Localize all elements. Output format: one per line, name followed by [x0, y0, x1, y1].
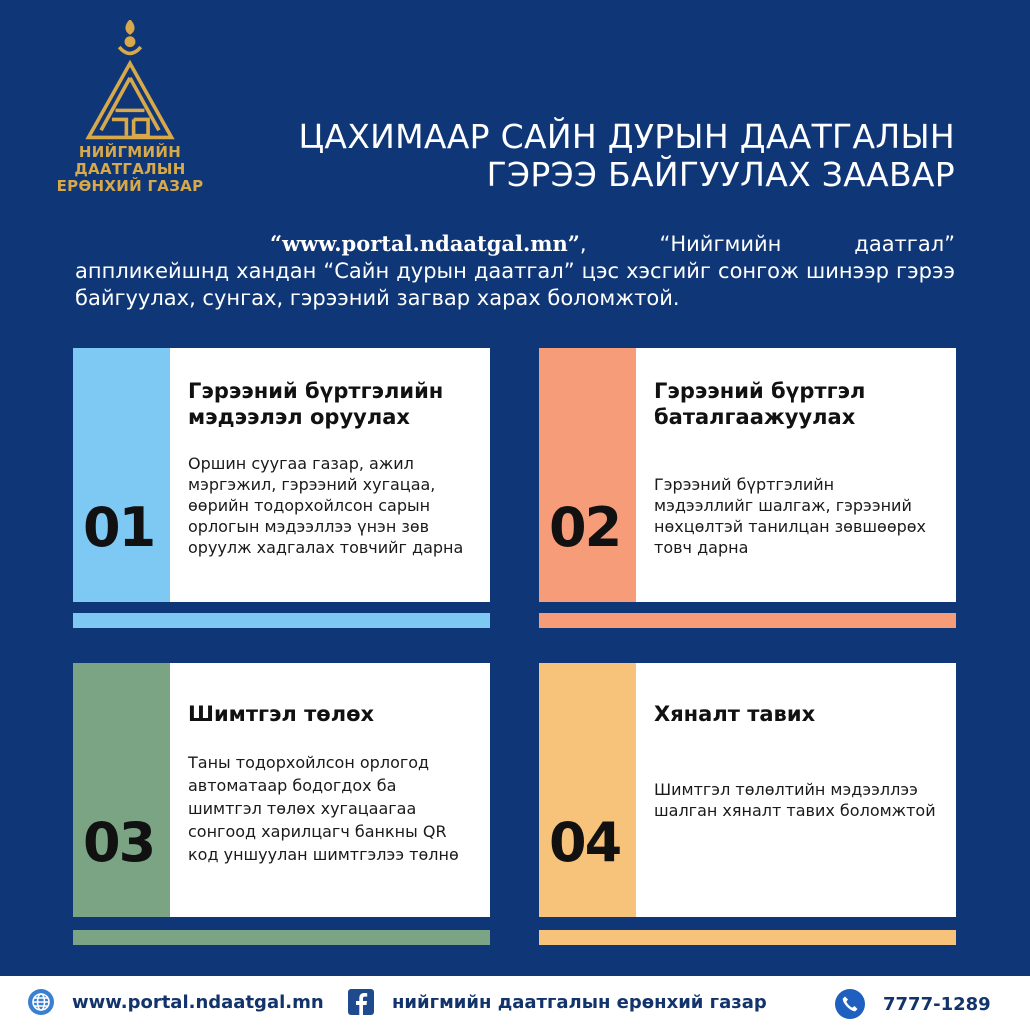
step-number: 04: [549, 811, 621, 874]
step-heading: Хяналт тавих: [654, 702, 816, 726]
step-stripe: [73, 663, 170, 917]
logo: [30, 20, 230, 195]
facebook-icon: [348, 989, 374, 1015]
emblem-icon: [70, 20, 190, 142]
step-number: 03: [83, 811, 155, 874]
logo-text: [30, 144, 230, 195]
step-description: Таны тодорхойлсон орлогод автоматаар бодогдох ба шимтгэл төлөх хугацаагаа сонгоод харилцагч банкны QR код уншуулан шимтгэлээ төлнө: [188, 753, 459, 864]
footer-website-text[interactable]: www.portal.ndaatgal.mn: [72, 991, 324, 1013]
step-number: 01: [83, 496, 155, 559]
step-stripe: [539, 663, 636, 917]
step-card-4: [539, 663, 956, 917]
step-description: Шимтгэл төлөлтийн мэдээллээ шалган хяналт тавих боломжтой: [654, 780, 936, 820]
intro-text: [75, 230, 955, 312]
step-stripe: [73, 348, 170, 602]
step-heading: Гэрээний бүртгэлийн мэдээлэл оруулах: [188, 379, 444, 429]
footer-website[interactable]: [28, 989, 324, 1015]
logo-line-1: НИЙГМИЙН ДААТГАЛЫН: [74, 143, 186, 178]
intro-url[interactable]: “www.portal.ndaatgal.mn”: [270, 231, 580, 256]
logo-line-2: ЕРӨНХИЙ ГАЗАР: [56, 177, 204, 195]
step-heading: Гэрээний бүртгэл баталгаажуулах: [654, 379, 866, 429]
footer-facebook-text[interactable]: нийгмийн даатгалын ерөнхий газар: [392, 991, 767, 1013]
step-heading: Шимтгэл төлөх: [188, 702, 375, 726]
footer-facebook[interactable]: [348, 989, 767, 1015]
step-stripe: [539, 348, 636, 602]
globe-icon: [28, 989, 54, 1015]
step-card-1: [73, 348, 490, 602]
page-title: [235, 118, 955, 194]
step-underbar: [73, 930, 490, 945]
intro-body: , “Нийгмийн даатгал” аппликейшнд хандан “Сайн дурын даатгал” цэс хэсгийг сонгож шинээр гэрээ байгуулах, сунгах, гэрээний загвар харах боломжтой.: [75, 232, 955, 310]
footer: [0, 976, 1030, 1030]
step-underbar: [539, 613, 956, 628]
title-line-1: ЦАХИМААР САЙН ДУРЫН ДААТГАЛЫН: [298, 117, 955, 156]
step-card-2: [539, 348, 956, 602]
step-description: Оршин суугаа газар, ажил мэргэжил, гэрээний хугацаа, өөрийн тодорхойлсон сарын орлогын мэдээллээ үнэн зөв оруулж хадгалах товчийг дарна: [188, 454, 464, 557]
step-description: Гэрээний бүртгэлийн мэдээллийг шалгаж, гэрээний нөхцөлтэй танилцан зөвшөөрөх товч дарна: [654, 475, 927, 557]
step-number: 02: [549, 496, 621, 559]
phone-icon: [835, 989, 865, 1019]
step-underbar: [539, 930, 956, 945]
step-card-3: [73, 663, 490, 917]
step-underbar: [73, 613, 490, 628]
title-line-2: ГЭРЭЭ БАЙГУУЛАХ ЗААВАР: [486, 155, 955, 194]
footer-phone[interactable]: [835, 989, 991, 1019]
footer-phone-text[interactable]: 7777-1289: [883, 993, 991, 1015]
